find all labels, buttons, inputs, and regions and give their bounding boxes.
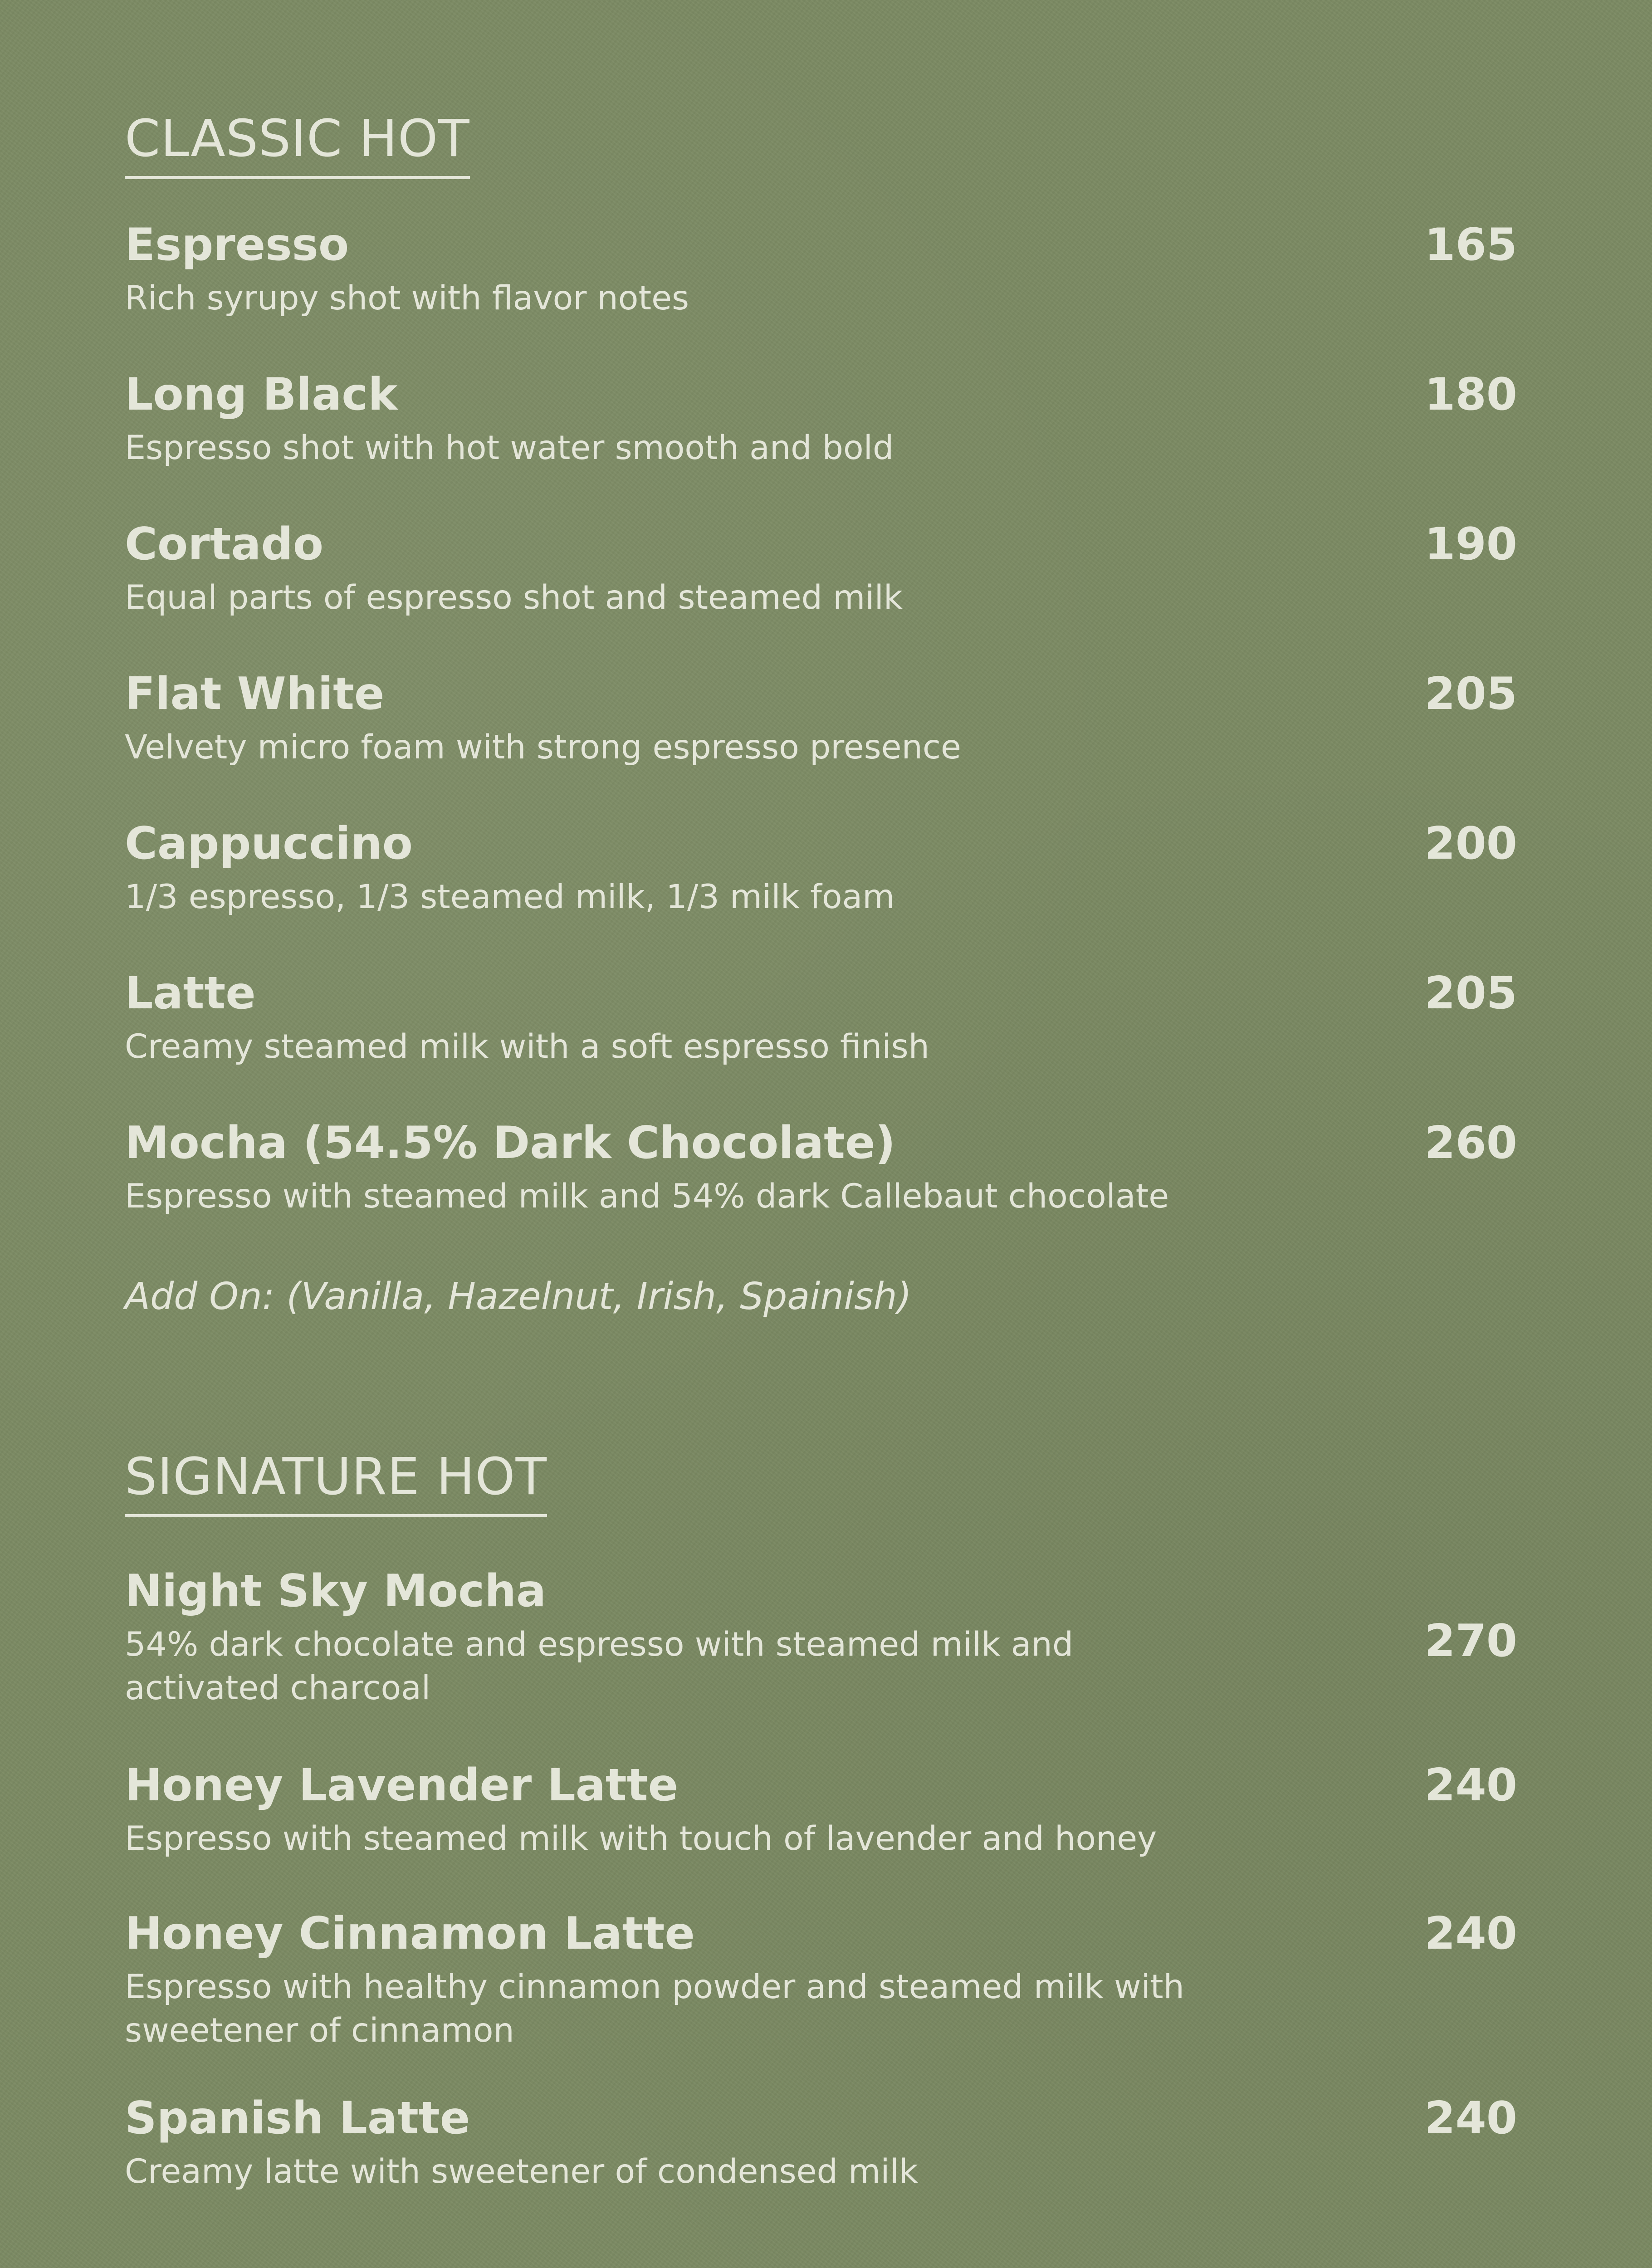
menu-item-honey-cinnamon-latte	[125, 1907, 1517, 2053]
item-price: 240	[1424, 1908, 1517, 1960]
item-name: Long Black	[125, 369, 398, 420]
menu-item-spanish-latte	[125, 2092, 1517, 2194]
item-name: Cappuccino	[125, 818, 413, 870]
item-price: 240	[1424, 2092, 1517, 2144]
item-description: Espresso shot with hot water smooth and bold	[125, 428, 894, 467]
item-price: 260	[1424, 1117, 1517, 1169]
item-price: 205	[1424, 968, 1517, 1019]
item-description: Rich syrupy shot with flavor notes	[125, 279, 689, 318]
item-description: Equal parts of espresso shot and steamed milk	[125, 578, 903, 617]
menu-item-honey-lavender-latte	[125, 1759, 1517, 1861]
item-price: 180	[1424, 369, 1517, 420]
menu-item-night-sky-mocha	[125, 1565, 1517, 1710]
item-price: 190	[1424, 518, 1517, 570]
menu-item-espresso	[125, 219, 1517, 320]
item-description: Creamy latte with sweetener of condensed milk	[125, 2152, 919, 2191]
menu-item-cortado	[125, 518, 1517, 620]
item-price: 240	[1424, 1760, 1517, 1811]
menu-item-cappuccino	[125, 817, 1517, 919]
add-on-note: Add On: (Vanilla, Hazelnut, Irish, Spainish)	[125, 1275, 912, 1318]
section-title-signature-hot: SIGNATURE HOT	[125, 1452, 547, 1517]
item-name: Flat White	[125, 668, 385, 720]
item-description: Espresso with steamed milk and 54% dark Callebaut chocolate	[125, 1177, 1169, 1216]
item-name: Honey Cinnamon Latte	[125, 1908, 695, 1960]
menu-item-mocha	[125, 1117, 1517, 1218]
item-name: Mocha (54.5% Dark Chocolate)	[125, 1117, 896, 1169]
item-name: Latte	[125, 968, 256, 1019]
item-price: 200	[1424, 818, 1517, 870]
item-price: 270	[1424, 1615, 1517, 1667]
item-description: 1/3 espresso, 1/3 steamed milk, 1/3 milk foam	[125, 877, 895, 916]
item-name: Cortado	[125, 518, 324, 570]
item-description: Creamy steamed milk with a soft espresso finish	[125, 1027, 929, 1066]
item-price: 165	[1424, 219, 1517, 271]
item-price: 205	[1424, 668, 1517, 720]
item-description: Espresso with healthy cinnamon powder and steamed milk with sweetener of cinnamon	[125, 1967, 1184, 2050]
menu-item-latte	[125, 967, 1517, 1069]
item-name: Spanish Latte	[125, 2092, 470, 2144]
menu-item-flat-white	[125, 668, 1517, 769]
section-title-classic-hot: CLASSIC HOT	[125, 113, 470, 179]
item-name: Honey Lavender Latte	[125, 1760, 679, 1811]
item-description: Velvety micro foam with strong espresso presence	[125, 728, 961, 767]
item-description: Espresso with steamed milk with touch of lavender and honey	[125, 1819, 1157, 1858]
item-name: Espresso	[125, 219, 349, 271]
menu-item-long-black	[125, 368, 1517, 470]
item-name: Night Sky Mocha	[125, 1565, 547, 1617]
item-description: 54% dark chocolate and espresso with steamed milk and activated charcoal	[125, 1625, 1074, 1707]
